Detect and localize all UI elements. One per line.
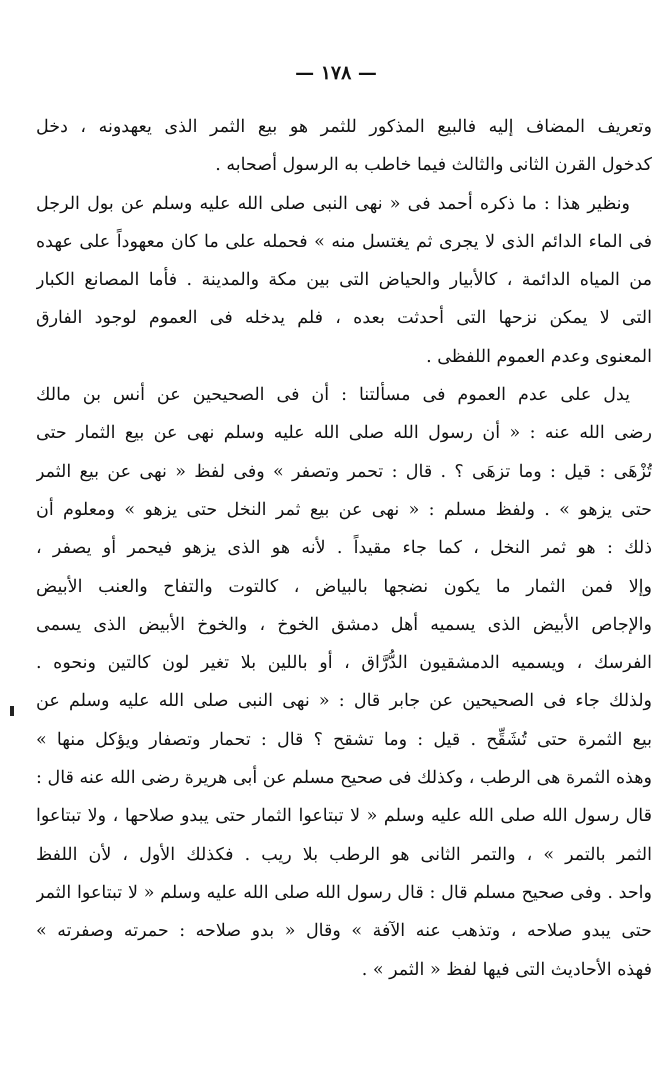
text-line: ذلك : هو ثمر النخل ، كما جاء مقيداً . لأنه هو الذى يزهو فيحمر أو يصفر ، bbox=[36, 538, 652, 559]
text-line: وتعريف المضاف إليه فالبيع المذكور للثمر هو بيع الثمر الذى يعهدونه ، دخل bbox=[36, 117, 652, 137]
text-line: فهذه الأحاديث التى فيها لفظ « الثمر » . bbox=[361, 959, 652, 980]
text-line: رضى الله عنه : « أن رسول الله صلى الله عليه وسلم نهى عن بيع الثمار حتى bbox=[36, 423, 652, 444]
text-line: الثمر بالتمر » ، والتمر الثانى هو الرطب بلا ريب . فكذلك الأول ، لأن اللفظ bbox=[36, 844, 652, 865]
text-line: الفرسك ، ويسميه الدمشقيون الدُّرَّاق ، أو باللين بلا تغير لون كالتين ونحوه . bbox=[36, 653, 652, 674]
text-line: بيع الثمرة حتى تُشَقِّح . قيل : وما تشقح ؟ قال : تحمار وتصفار ويؤكل منها » bbox=[36, 729, 652, 750]
margin-mark bbox=[10, 706, 14, 716]
body-text bbox=[36, 108, 652, 989]
text-line: والإجاص الأبيض الذى يسميه أهل دمشق الخوخ ، والخوخ الأبيض الذى يسمى bbox=[36, 614, 652, 635]
text-line: يدل على عدم العموم فى مسألتنا : أن فى الصحيحين عن أنس بن مالك bbox=[36, 385, 630, 406]
text-line: فى الماء الدائم الذى لا يجرى ثم يغتسل منه » فحمله على ما كان معهوداً على عهده bbox=[36, 231, 652, 252]
text-line: كدخول القرن الثانى والثالث فيما خاطب به الرسول أصحابه . bbox=[215, 155, 652, 176]
text-line: حتى يبدو صلاحه ، وتذهب عنه الآفة » وقال « بدو صلاحه : حمرته وصفرته » bbox=[36, 921, 652, 942]
text-line: حتى يزهو » . ولفظ مسلم : « نهى عن بيع ثمر النخل حتى يزهو » ومعلوم أن bbox=[36, 499, 652, 520]
text-line: المعنوى وعدم العموم اللفظى . bbox=[426, 346, 652, 367]
text-line: تُزْهَى : قيل : وما تزهَى ؟ . قال : تحمر وتصفر » وفى لفظ « نهى عن بيع الثمر bbox=[36, 461, 652, 482]
text-line: وإلا فمن الثمار ما يكون نضجها بالبياض ، كالتوت والتفاح والعنب الأبيض bbox=[36, 576, 652, 597]
text-line: وهذه الثمرة هى الرطب ، وكذلك فى صحيح مسلم عن أبى هريرة رضى الله عنه قال : bbox=[36, 768, 652, 789]
text-line: قال رسول الله صلى الله عليه وسلم « لا تبتاعوا الثمار حتى يبدو صلاحها ، ولا تبتاعوا bbox=[36, 806, 652, 827]
text-line: ونظير هذا : ما ذكره أحمد فى « نهى النبى صلى الله عليه وسلم عن بول الرجل bbox=[36, 193, 630, 214]
text-line: ولذلك جاء فى الصحيحين عن جابر قال : « نهى النبى صلى الله عليه وسلم عن bbox=[36, 691, 652, 712]
text-line: من المياه الدائمة ، كالأبيار والحياض التى بين مكة والمدينة . فأما المصانع الكبار bbox=[36, 270, 652, 291]
text-line: التى لا يمكن نزحها التى أحدثت بعده ، فلم يدخله فى العموم لوجود الفارق bbox=[36, 308, 652, 329]
page-number: — ١٧٨ — bbox=[295, 62, 377, 84]
text-line: واحد . وفى صحيح مسلم قال : قال رسول الله صلى الله عليه وسلم « لا تبتاعوا الثمر bbox=[36, 882, 652, 903]
